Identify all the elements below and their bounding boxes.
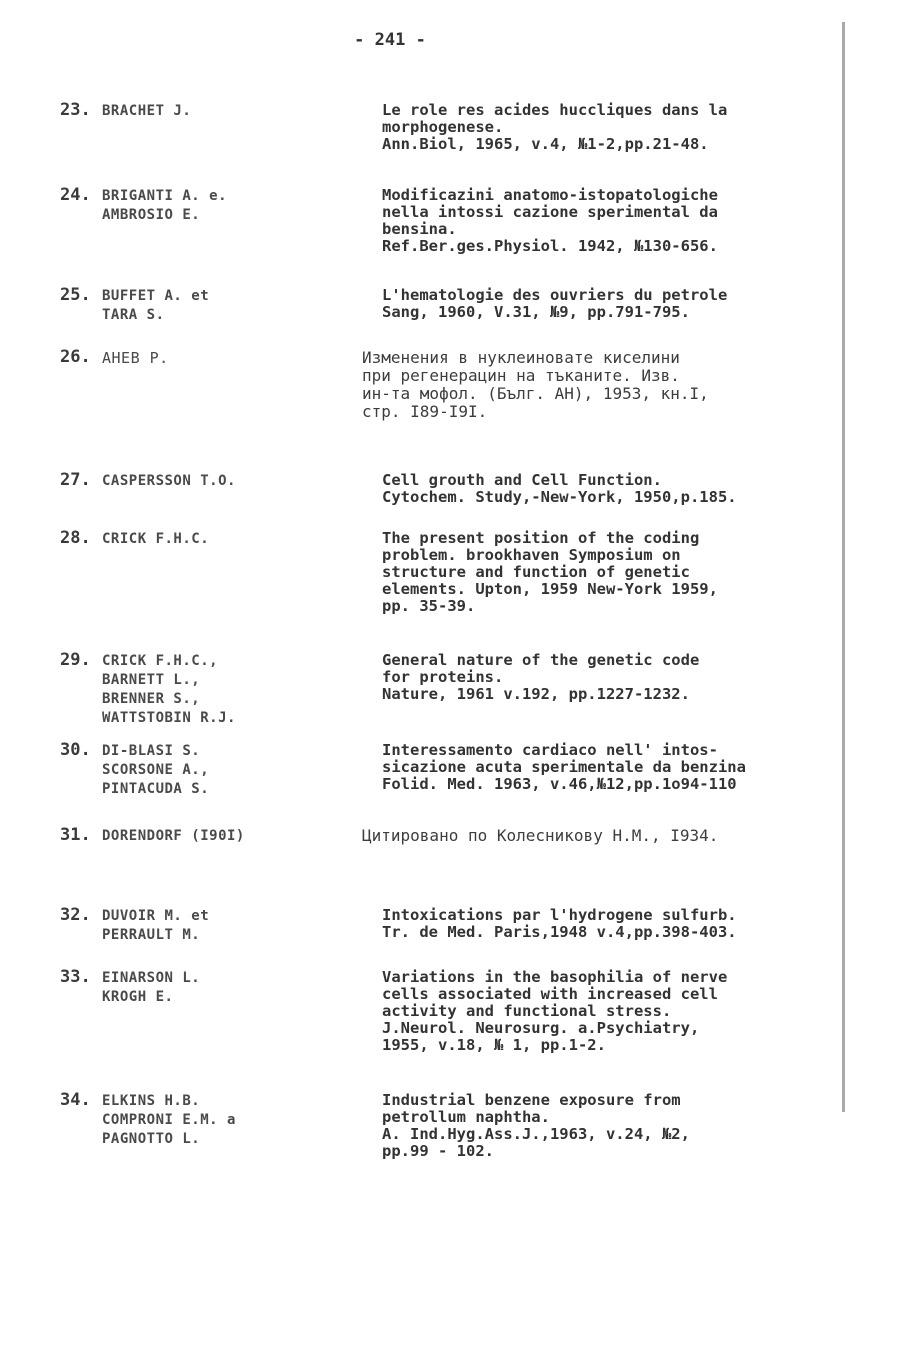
entry-number: 34. <box>60 1090 91 1110</box>
entry-authors <box>102 742 209 799</box>
citation-line: Ann.Biol, 1965, v.4, №1-2,pp.21-48. <box>382 135 709 153</box>
entry-citation <box>382 102 842 153</box>
citation-line: morphogenese. <box>382 118 504 136</box>
entry-authors <box>102 652 236 728</box>
citation-line: Le role res acides hucclique​s dans la <box>382 101 728 119</box>
citation-line: cells associated with increased cell <box>382 985 718 1003</box>
author-line: AMBROSIO E. <box>102 207 201 223</box>
citation-line: elements. Upton, 1959 New-York 1959, <box>382 580 718 598</box>
citation-line: The present position of the coding <box>382 529 700 547</box>
entry-number: 31. <box>60 825 91 845</box>
citation-line: pp.99 - 102. <box>382 1142 494 1160</box>
entry-authors <box>102 187 227 225</box>
entry-citation <box>382 287 842 321</box>
author-line: COMPRONI E.M. a <box>102 1112 236 1128</box>
citation-line: Folid. Med. 1963, v.46,№12,pp.1o94-110 <box>382 775 737 793</box>
entry-number: 24. <box>60 185 91 205</box>
citation-line: Cytochem. Study,-New-York, 1950,p.185. <box>382 488 737 506</box>
entry-citation <box>362 349 822 421</box>
entry-number: 25. <box>60 285 91 305</box>
author-line: ELKINS H.B. <box>102 1093 201 1109</box>
citation-line: nella intossi cazione sperimental da <box>382 203 718 221</box>
citation-line: L'hematologie des ouvriers du petrole <box>382 286 728 304</box>
entry-authors <box>102 472 236 491</box>
author-line: KROGH E. <box>102 989 174 1005</box>
citation-line: activity and functional stress. <box>382 1002 672 1020</box>
entry-authors <box>102 907 209 945</box>
entry-number: 28. <box>60 528 91 548</box>
author-line: TARA S. <box>102 307 165 323</box>
entry-authors <box>102 1092 236 1149</box>
citation-line: Industrial benzene exposure from <box>382 1091 681 1109</box>
author-line: BRIGANTI A. e. <box>102 188 228 204</box>
entry-authors <box>102 530 209 549</box>
citation-line: Nature, 1961 v.192, pp.1227-1232. <box>382 685 690 703</box>
entry-citation <box>382 907 842 941</box>
author-line: BRACHET J. <box>102 103 192 119</box>
author-line: PERRAULT M. <box>102 927 201 943</box>
citation-line: J.Neurol. Neurosurg. a.Psychiatry, <box>382 1019 700 1037</box>
entry-number: 29. <box>60 650 91 670</box>
citation-line: Variations in the basophilia of nerve <box>382 968 728 986</box>
author-line: DI-BLASI S. <box>102 743 201 759</box>
citation-line: Cell grouth and Cell Function. <box>382 471 662 489</box>
citation-line: bensina. <box>382 220 457 238</box>
citation-line: 1955, v.18, № 1, pp.1-2. <box>382 1036 606 1054</box>
citation-line: стр. I89-I9I. <box>362 402 488 421</box>
author-line: WATTSTOBIN R.J. <box>102 710 236 726</box>
citation-line: ин-та мофол. (Бълг. АН), 1953, кн.I, <box>362 384 709 403</box>
author-line: DORENDORF (I90I) <box>102 828 245 844</box>
citation-line: sicazione acuta sperimentale da benzina <box>382 758 746 776</box>
entry-authors <box>102 349 169 368</box>
entry-number: 32. <box>60 905 91 925</box>
author-line: BRENNER S., <box>102 691 201 707</box>
author-line: BUFFET A. et <box>102 288 210 304</box>
entry-authors <box>102 102 191 121</box>
entry-authors <box>102 827 245 846</box>
citation-line: A. Ind.Hyg.Ass.J.,1963, v.24, №2, <box>382 1125 690 1143</box>
entry-citation <box>382 652 842 703</box>
entry-authors <box>102 969 200 1007</box>
entry-number: 27. <box>60 470 91 490</box>
author-line: CRICK F.H.C. <box>102 531 210 547</box>
citation-line: Ref.Ber.ges.Physiol. 1942, №130-656. <box>382 237 718 255</box>
citation-line: structure and function of genetic <box>382 563 690 581</box>
entry-citation <box>382 472 842 506</box>
entry-citation <box>382 187 842 255</box>
citation-line: problem. brookhaven Symposium on <box>382 546 681 564</box>
author-line: AHEB P. <box>102 349 169 367</box>
citation-line: при регенерацин на тъканите. Изв. <box>362 366 680 385</box>
citation-line: pp. 35-39. <box>382 597 476 615</box>
citation-line: Intoxications par l'hydrogene sulfurb. <box>382 906 737 924</box>
entry-citation <box>382 969 842 1054</box>
citation-line: Изменения в нуклеиновате киселини <box>362 348 680 367</box>
citation-line: Sang, 1960, V.31, №9, pp.791-795. <box>382 303 690 321</box>
author-line: PAGNOTTO L. <box>102 1131 201 1147</box>
entry-number: 33. <box>60 967 91 987</box>
author-line: SCORSONE A., <box>102 762 210 778</box>
entry-citation <box>362 827 822 845</box>
citation-line: Interessamento cardiaco nell' intos- <box>382 741 718 759</box>
citation-line: General nature of the genetic code <box>382 651 700 669</box>
citation-line: Цитировано по Колесникову Н.М., I934. <box>362 826 719 845</box>
citation-line: petrollum naphtha. <box>382 1108 550 1126</box>
entry-citation <box>382 1092 842 1160</box>
page-number: - 241 - <box>354 30 426 50</box>
author-line: PINTACUDA S. <box>102 781 210 797</box>
author-line: BARNETT L., <box>102 672 201 688</box>
citation-line: Modificazini anatomo-istopatologiche <box>382 186 718 204</box>
entry-citation <box>382 742 842 793</box>
author-line: DUVOIR M. et <box>102 908 210 924</box>
entry-number: 23. <box>60 100 91 120</box>
author-line: EINARSON L. <box>102 970 201 986</box>
author-line: CASPERSSON T.O. <box>102 473 236 489</box>
entry-citation <box>382 530 842 615</box>
citation-line: for proteins. <box>382 668 504 686</box>
author-line: CRICK F.H.C., <box>102 653 219 669</box>
entry-number: 30. <box>60 740 91 760</box>
citation-line: Tr. de Med. Paris,1948 v.4,pp.398-403. <box>382 923 737 941</box>
entry-number: 26. <box>60 347 91 367</box>
entry-authors <box>102 287 209 325</box>
page-edge-shadow <box>842 22 845 1112</box>
